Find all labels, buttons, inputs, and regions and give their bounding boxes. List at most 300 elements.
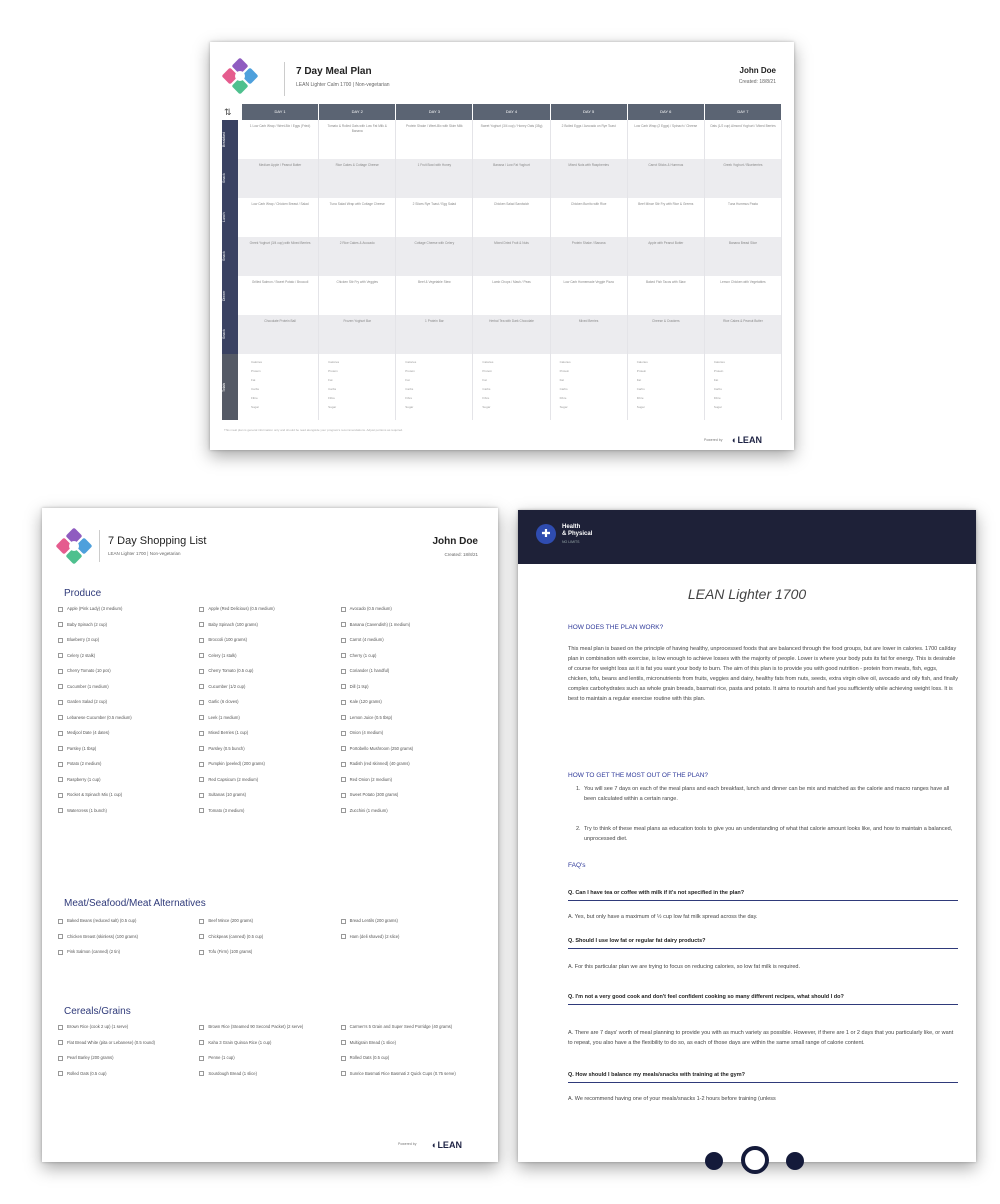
checkbox[interactable] — [58, 746, 63, 751]
shopping-item[interactable] — [199, 1040, 334, 1046]
checkbox[interactable] — [341, 1071, 346, 1076]
checkbox[interactable] — [341, 793, 346, 798]
shopping-list-subtitle: LEAN Lighter 1700 | Non-vegetarian — [108, 551, 181, 556]
day-header: DAY 3 — [396, 104, 473, 120]
nutrient-label: Protein — [482, 369, 492, 373]
checkbox[interactable] — [341, 715, 346, 720]
checkbox[interactable] — [341, 653, 346, 658]
checkbox[interactable] — [58, 607, 63, 612]
meal-cell: Greek Yoghurt (3/4 cup) with Mixed Berries — [242, 237, 319, 276]
meal-cell: Mixed Berries — [551, 315, 628, 354]
shopping-item-label: Brown Rice (Steamed 90 Second Packet) (2 serve) — [208, 1024, 304, 1029]
checkbox[interactable] — [341, 919, 346, 924]
shopping-item[interactable] — [58, 730, 193, 736]
checkbox[interactable] — [341, 746, 346, 751]
created-date: Created: 18/8/21 — [444, 552, 478, 557]
tip-item: 2. Try to think of these meal plans as education tools to give you an understanding of what that calorie amount looks like, and how to maintain a balanced, unprocessed diet. — [576, 826, 953, 842]
nutrient-label: Protein — [713, 369, 724, 373]
tip-item: 1. You will see 7 days on each of the meal plans and each breakfast, lunch and dinner can be mix and matched as the calorie and macro ranges have all been calculated within a certain range. — [576, 786, 950, 802]
shopping-item[interactable] — [341, 777, 476, 783]
shopping-item[interactable] — [341, 808, 476, 814]
nutrient-label: Fat — [405, 378, 410, 382]
shopping-section-heading: Meat/Seafood/Meat Alternatives — [64, 898, 206, 909]
shopping-item-label: Pearl Barley (200 grams) — [67, 1055, 114, 1060]
checkbox[interactable] — [341, 1025, 346, 1030]
carousel-dot-selected[interactable] — [741, 1146, 769, 1174]
nutrient-label: Carbs — [251, 387, 260, 391]
shopping-item[interactable] — [341, 1055, 476, 1061]
meal-cell: Carrot Sticks & Hummus — [628, 159, 705, 198]
shopping-item[interactable] — [341, 622, 476, 628]
shopping-item-label: Red Capsicum (2 medium) — [208, 776, 259, 782]
meal-cell: Chocolate Protein Ball — [242, 315, 319, 354]
nutrient-label: Fibre — [636, 396, 644, 400]
shopping-item-label: Sultanas (10 grams) — [208, 792, 247, 797]
meal-cell: Lemon Chicken with Vegetables — [705, 276, 782, 315]
shopping-item[interactable] — [58, 1055, 193, 1061]
nutrient-label: Carbs — [482, 387, 491, 391]
shopping-item[interactable] — [58, 918, 193, 924]
nutrient-label: Sugar — [251, 405, 260, 409]
nutrient-label: Fat — [559, 378, 564, 382]
nutrient-label: Fibre — [559, 396, 567, 400]
checkbox[interactable] — [341, 1040, 346, 1045]
meal-cell: Protein Shake / Banana — [551, 237, 628, 276]
checkbox[interactable] — [199, 1040, 204, 1045]
shopping-item[interactable] — [341, 637, 476, 643]
shopping-item[interactable] — [341, 1024, 476, 1030]
meal-cell: Protein Shake / Weet-Bix with Skim Milk — [396, 120, 473, 159]
shopping-item-label: Kaha 3 Grain Quinoa Rice (1 cup) — [208, 1039, 272, 1045]
shopping-item-label: Raspberry (1 cup) — [67, 776, 101, 782]
how-paragraph: This meal plan is based on the principle of having healthy, unprocessed foods that are balanced through the food groups, but are lower in calories. 1700 cal/day plan in combination with exercise, is low enough to achieve losses with the majority of people. Lower is where your body puts its fat for energy. This is desirable of course for weight loss as it is fat you want your body to burn. The aim of this plan is to provide you with good nutrition - protein from meats, fish, eggs, chicken, tofu, beans and lentils, micronutrients from fruits, veggies and dairy, healthy fats from nuts, seeds, extra virgin olive oil, avocado and oily fish, and finally complex carbohydrates such as whole grain breads, basmati rice, pasta and potato. It aims to nourish and fuel you sufficiently while achieving weight loss. It is best to maintain a regular exercise routine with this plan. — [568, 646, 958, 702]
shopping-item[interactable] — [341, 746, 476, 752]
checkbox[interactable] — [199, 1025, 204, 1030]
shopping-item-label: Parsley (1 tbsp) — [67, 745, 97, 751]
shopping-item[interactable] — [58, 637, 193, 643]
shopping-item[interactable] — [341, 1071, 476, 1077]
shopping-item[interactable] — [199, 730, 334, 736]
shopping-item[interactable] — [58, 684, 193, 690]
checkbox[interactable] — [199, 1056, 204, 1061]
carousel-dot[interactable] — [705, 1152, 723, 1170]
nutrient-label: Protein — [405, 369, 415, 373]
nutrient-label: Sugar — [482, 405, 491, 409]
shopping-item[interactable] — [58, 699, 193, 705]
shopping-item-label: Carmen's 5 Grain and Super Seed Porridge (40 grams) — [349, 1024, 453, 1029]
checkbox[interactable] — [58, 731, 63, 736]
meal-cell: Herbal Tea with Dark Chocolate — [473, 315, 550, 354]
shopping-item[interactable] — [58, 746, 193, 752]
shopping-item[interactable] — [58, 668, 193, 674]
shopping-columns — [58, 606, 482, 823]
nutrient-label: Calories — [636, 360, 648, 364]
shopping-item-label: Sourdough Bread (1 slice) — [208, 1070, 257, 1076]
nutrient-label: Fibre — [251, 396, 258, 400]
carousel-dot[interactable] — [786, 1152, 804, 1170]
shopping-item-label: Apple (Red Delicious) (0.5 medium) — [208, 606, 275, 611]
checkbox[interactable] — [199, 669, 204, 674]
faq-question: Q. How should I balance my meals/snacks with training at the gym? — [568, 1072, 958, 1083]
shopping-item-label: Dill (1 tsp) — [349, 683, 369, 689]
shopping-item[interactable] — [199, 1071, 334, 1077]
checkbox[interactable] — [58, 808, 63, 813]
shopping-item[interactable] — [199, 622, 334, 628]
shopping-item[interactable] — [341, 1040, 476, 1046]
shopping-item[interactable] — [58, 606, 193, 612]
section-heading-how: HOW DOES THE PLAN WORK? — [568, 624, 664, 631]
shopping-item[interactable] — [341, 934, 476, 940]
checkbox[interactable] — [199, 622, 204, 627]
nutrient-label: Carbs — [328, 387, 337, 391]
checkbox[interactable] — [199, 793, 204, 798]
nutrient-label: Fibre — [713, 396, 721, 400]
shopping-item-label: Sweet Potato (300 grams) — [349, 792, 399, 797]
shopping-item-label: Baby Spinach (100 grams) — [208, 621, 258, 627]
shopping-item-label: Red Onion (2 medium) — [349, 776, 393, 782]
nutrient-label: Carbs — [713, 387, 722, 391]
shopping-item[interactable] — [199, 761, 334, 767]
meal-label: Snack — [222, 237, 238, 276]
health-logo-icon: ✚ — [536, 524, 556, 544]
checkbox[interactable] — [58, 1040, 63, 1045]
shopping-section-heading: Produce — [64, 588, 102, 599]
shopping-item-label: Tofu (Firm) (100 grams) — [208, 949, 253, 954]
meal-plan-disclaimer: This meal plan is general information only and should be read alongside your program's recommendations. Adjust portions as required. — [224, 428, 404, 432]
checkbox[interactable] — [199, 777, 204, 782]
checkbox[interactable] — [341, 934, 346, 939]
checkbox[interactable] — [58, 700, 63, 705]
meal-label: Lunch — [222, 198, 238, 237]
shopping-item[interactable] — [199, 746, 334, 752]
totals-row — [222, 354, 782, 420]
checkbox[interactable] — [199, 684, 204, 689]
meal-cell: 1 Low Carb Wrap / Weet-Bix / Eggs (Fried) — [242, 120, 319, 159]
faq-question: Q. Should I use low fat or regular fat dairy products? — [568, 938, 958, 949]
meal-cell: Tomato & Rolled Oats with Low Fat Milk & Banana — [319, 120, 396, 159]
shopping-item[interactable] — [341, 606, 476, 612]
day-header: DAY 4 — [473, 104, 550, 120]
checkbox[interactable] — [199, 731, 204, 736]
shopping-item[interactable] — [199, 808, 334, 814]
shopping-item[interactable] — [58, 808, 193, 814]
shopping-item[interactable] — [199, 699, 334, 705]
shopping-item[interactable] — [58, 653, 193, 659]
meal-cell: Mixed Nuts with Raspberries — [551, 159, 628, 198]
nutrient-label: Calories — [405, 360, 417, 364]
faq-question: Q. I'm not a very good cook and don't feel confident cooking so many different recipes, what should I do? — [568, 994, 958, 1005]
brand-logo-icon — [224, 60, 256, 92]
shopping-item[interactable] — [58, 934, 193, 940]
checkbox[interactable] — [341, 684, 346, 689]
checkbox[interactable] — [341, 1056, 346, 1061]
shopping-columns — [58, 1024, 482, 1086]
shopping-item-label: Cherry Tomato (0.5 cup) — [208, 668, 254, 673]
checkbox[interactable] — [199, 715, 204, 720]
totals-cell — [396, 354, 473, 420]
checkbox[interactable] — [58, 653, 63, 658]
shopping-item-label: Carrot (4 medium) — [349, 637, 384, 642]
checkbox[interactable] — [199, 808, 204, 813]
faq-answer: A. There are 7 days' worth of meal planning to provide you with as much variety as possible. However, if there are 1 or 2 days that you particularly like, or want to repeat, you also have a the flexibility to do so, as each of those days are within the same small range of calorie content. — [568, 1030, 954, 1046]
checkbox[interactable] — [58, 684, 63, 689]
shopping-item-label: Brown Rice (cook 2 up) (1 serve) — [67, 1024, 129, 1029]
shopping-item[interactable] — [199, 1055, 334, 1061]
totals-cell — [473, 354, 550, 420]
meal-cell: Rice Cakes & Peanut Butter — [705, 315, 782, 354]
meal-cell: Tuna Hummus Pasta — [705, 198, 782, 237]
cutlery-icon: ⇅ — [224, 107, 232, 117]
nutrient-label: Protein — [559, 369, 570, 373]
shopping-item[interactable] — [341, 668, 476, 674]
nutrient-label: Fibre — [328, 396, 335, 400]
totals-cell — [319, 354, 396, 420]
checkbox[interactable] — [341, 731, 346, 736]
faq-answer: A. We recommend having one of your meals/snacks 1-2 hours before training (unless — [568, 1096, 776, 1102]
checkbox[interactable] — [341, 607, 346, 612]
shopping-item-label: Avocado (0.5 medium) — [349, 606, 392, 611]
shopping-item-label: Zucchini (1 medium) — [349, 807, 388, 813]
shopping-item-label: Sunrice Basmati Rice Basmati 2 Quick Cups (0.75 serve) — [349, 1070, 456, 1076]
shopping-item[interactable] — [199, 637, 334, 643]
shopping-item[interactable] — [341, 684, 476, 690]
meal-row — [222, 315, 782, 354]
meal-cell: Chicken Salad Sandwich — [473, 198, 550, 237]
nutrient-label: Calories — [559, 360, 571, 364]
checkbox[interactable] — [58, 1056, 63, 1061]
checkbox[interactable] — [199, 746, 204, 751]
nutrient-label: Sugar — [405, 405, 414, 409]
shopping-item[interactable] — [341, 653, 476, 659]
meal-cell: Rice Cakes & Cottage Cheese — [319, 159, 396, 198]
shopping-item-label: Watercress (1 bunch) — [67, 807, 107, 813]
meal-label: Snack — [222, 159, 238, 198]
day-header: DAY 7 — [705, 104, 782, 120]
shopping-item[interactable] — [199, 934, 334, 940]
meal-cell: Frozen Yoghurt Bar — [319, 315, 396, 354]
checkbox[interactable] — [199, 653, 204, 658]
nutrient-label: Fat — [251, 378, 256, 382]
shopping-item[interactable] — [341, 699, 476, 705]
totals-cell — [705, 354, 782, 420]
shopping-item-label: Leek (1 medium) — [208, 714, 240, 720]
shopping-item-label: Pink Salmon (canned) (2 tin) — [67, 949, 121, 954]
meal-row — [222, 276, 782, 315]
meal-cell: 1 Protein Bar — [396, 315, 473, 354]
meal-label: Dinner — [222, 276, 238, 315]
shopping-item-label: Tomato (3 medium) — [208, 807, 245, 813]
shopping-item[interactable] — [341, 792, 476, 798]
meal-cell: 2 Boiled Eggs / Avocado on Rye Toast — [551, 120, 628, 159]
meal-plan-table — [222, 104, 782, 420]
nutrient-label: Calories — [328, 360, 340, 364]
shopping-item-label: Onion (4 medium) — [349, 730, 384, 735]
shopping-item-label: Garlic (6 cloves) — [208, 699, 239, 704]
shopping-item[interactable] — [199, 949, 334, 955]
totals-cell — [628, 354, 705, 420]
shopping-item-label: Beef Mince (200 grams) — [208, 918, 254, 923]
shopping-item[interactable] — [199, 918, 334, 924]
shopping-item[interactable] — [341, 730, 476, 736]
shopping-item-label: Rolled Oats (0.5 cup) — [67, 1070, 107, 1076]
shopping-item[interactable] — [58, 622, 193, 628]
shopping-item-label: Broccoli (100 grams) — [208, 637, 247, 642]
day-header-row — [242, 104, 782, 120]
shopping-item-label: Parsley (0.5 bunch) — [208, 745, 245, 751]
shopping-item-label: Celery (1 stalk) — [208, 652, 237, 658]
nutrient-label: Fat — [713, 378, 719, 382]
meal-cell: Tuna Salad Wrap with Cottage Cheese — [319, 198, 396, 237]
shopping-item[interactable] — [199, 684, 334, 690]
nutrient-label: Calories — [251, 360, 263, 364]
shopping-item[interactable] — [199, 606, 334, 612]
checkbox[interactable] — [58, 1025, 63, 1030]
totals-cell — [551, 354, 628, 420]
meal-cell: Low Carb Homemade Veggie Pizza — [551, 276, 628, 315]
nutrient-label: Fat — [328, 378, 333, 382]
shopping-item-label: Portobello Mushroom (250 grams) — [349, 745, 414, 751]
checkbox[interactable] — [58, 793, 63, 798]
faq-question: Q. Can I have tea or coffee with milk if it's not specified in the plan? — [568, 890, 958, 901]
shopping-item[interactable] — [58, 761, 193, 767]
checkbox[interactable] — [58, 777, 63, 782]
org-name: Health & Physical — [562, 524, 593, 537]
meal-cell: Grilled Salmon / Sweet Potato / Broccoli — [242, 276, 319, 315]
checkbox[interactable] — [58, 715, 63, 720]
checkbox[interactable] — [58, 1071, 63, 1076]
checkbox[interactable] — [58, 950, 63, 955]
day-header: DAY 1 — [242, 104, 319, 120]
nutrient-label: Calories — [713, 360, 725, 364]
shopping-item[interactable] — [58, 792, 193, 798]
shopping-item[interactable] — [199, 715, 334, 721]
nutrient-label: Fibre — [405, 396, 413, 400]
shopping-item-label: Pumpkin (peeled) (200 grams) — [208, 761, 265, 766]
shopping-item-label: Chickpeas (canned) (0.5 cup) — [208, 933, 264, 939]
checkbox[interactable] — [199, 1071, 204, 1076]
shopping-item[interactable] — [341, 761, 476, 767]
checkbox[interactable] — [341, 669, 346, 674]
shopping-item-label: Cucumber (1/2 cup) — [208, 683, 246, 689]
shopping-item[interactable] — [58, 1071, 193, 1077]
nutrient-label: Carbs — [405, 387, 414, 391]
shopping-item[interactable] — [341, 918, 476, 924]
meal-cell: 2 Rice Cakes & Avocado — [319, 237, 396, 276]
shopping-item-label: Baby Spinach (2 cup) — [67, 621, 108, 627]
shopping-item-label: Cherry Tomato (10 pcs) — [67, 668, 111, 673]
checkbox[interactable] — [341, 808, 346, 813]
shopping-item[interactable] — [199, 792, 334, 798]
meal-cell: Beef & Vegetable Stew — [396, 276, 473, 315]
meal-cell: Banana Bread Slice — [705, 237, 782, 276]
shopping-item[interactable] — [58, 1040, 193, 1046]
checkbox[interactable] — [199, 607, 204, 612]
meal-plan-subtitle: LEAN Lighter Calm 1700 | Non-vegetarian — [296, 82, 390, 88]
meal-cell: Oats (1/2 cup) Almond Yoghurt / Mixed Berries — [705, 120, 782, 159]
plan-title: LEAN Lighter 1700 — [687, 586, 807, 602]
meal-cell: Sweet Yoghurt (3/4 cup) / Honey Oats (35g) — [473, 120, 550, 159]
powered-by-label: Powered by — [398, 1142, 417, 1146]
plan-info-page — [518, 510, 976, 1162]
shopping-item[interactable] — [58, 1024, 193, 1030]
shopping-item[interactable] — [199, 653, 334, 659]
totals-cell — [242, 354, 319, 420]
meal-cell: Greek Yoghurt / Blueberries — [705, 159, 782, 198]
nutrient-label: Carbs — [636, 387, 645, 391]
info-header-band — [518, 510, 976, 564]
shopping-item-label: Potato (2 medium) — [67, 761, 102, 766]
totals-label: Totals — [222, 354, 238, 420]
day-header: DAY 2 — [319, 104, 396, 120]
checkbox[interactable] — [199, 919, 204, 924]
checkbox[interactable] — [58, 934, 63, 939]
faq-answer: A. For this particular plan we are trying to focus on reducing calories, so low fat milk is required. — [568, 964, 801, 970]
shopping-item[interactable] — [58, 777, 193, 783]
meal-cell: Cottage Cheese with Celery — [396, 237, 473, 276]
checkbox[interactable] — [341, 622, 346, 627]
checkbox[interactable] — [199, 934, 204, 939]
nutrient-label: Protein — [636, 369, 647, 373]
user-name: John Doe — [739, 66, 776, 75]
user-name: John Doe — [432, 536, 478, 547]
nutrient-label: Fat — [636, 378, 642, 382]
shopping-item[interactable] — [58, 715, 193, 721]
nutrient-label: Sugar — [328, 405, 337, 409]
nutrient-label: Sugar — [559, 405, 568, 409]
meal-cell: Cheese & Crackers — [628, 315, 705, 354]
checkbox[interactable] — [58, 762, 63, 767]
checkbox[interactable] — [341, 777, 346, 782]
checkbox[interactable] — [58, 622, 63, 627]
shopping-item-label: Kale (120 grams) — [349, 699, 382, 704]
checkbox[interactable] — [58, 669, 63, 674]
meal-plan-header — [224, 58, 778, 104]
shopping-item[interactable] — [58, 949, 193, 955]
meal-cell: Banana / Low Fat Yoghurt — [473, 159, 550, 198]
nutrient-label: Calories — [482, 360, 494, 364]
shopping-item-label: Baked Beans (reduced salt) (0.5 cup) — [67, 918, 137, 923]
shopping-item-label: Cherry (1 cup) — [349, 652, 377, 658]
shopping-item[interactable] — [199, 777, 334, 783]
shopping-list-title: 7 Day Shopping List — [108, 535, 207, 547]
shopping-list-page — [42, 508, 498, 1162]
shopping-item[interactable] — [341, 715, 476, 721]
shopping-item-label: Apple (Pink Lady) (3 medium) — [67, 606, 123, 611]
checkbox[interactable] — [199, 638, 204, 643]
checkbox[interactable] — [341, 700, 346, 705]
checkbox[interactable] — [199, 700, 204, 705]
meal-row — [222, 159, 782, 198]
checkbox[interactable] — [199, 762, 204, 767]
checkbox[interactable] — [341, 638, 346, 643]
checkbox[interactable] — [58, 638, 63, 643]
meal-cell: Medium Apple / Peanut Butter — [242, 159, 319, 198]
brand-logo-icon — [58, 530, 90, 562]
shopping-item-label: Rolled Oats (0.5 cup) — [349, 1055, 390, 1060]
nutrient-label: Carbs — [559, 387, 568, 391]
day-header: DAY 6 — [628, 104, 705, 120]
shopping-item[interactable] — [199, 668, 334, 674]
checkbox[interactable] — [58, 919, 63, 924]
nutrient-label: Fat — [482, 378, 487, 382]
checkbox[interactable] — [341, 762, 346, 767]
meal-row — [222, 120, 782, 159]
shopping-item-label: Flat Bread White (pita or Lebanese) (0.5 round) — [67, 1039, 155, 1045]
meal-cell: Baked Fish Tacos with Slaw — [628, 276, 705, 315]
checkbox[interactable] — [199, 950, 204, 955]
shopping-item[interactable] — [199, 1024, 334, 1030]
meal-cell: Chicken Stir Fry with Veggies — [319, 276, 396, 315]
